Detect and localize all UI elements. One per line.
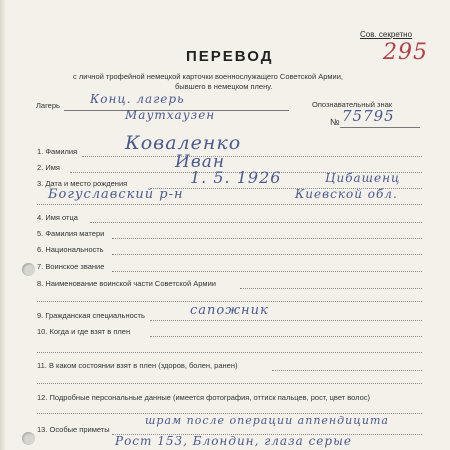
field-label-captured-when-where: 10. Когда и где взят в плен [37,327,131,336]
field-line-mother-surname [112,238,422,239]
field-label-surname: 1. Фамилия [37,147,78,156]
field-label-first-name: 2. Имя [37,163,60,172]
field-value-distinguishing-marks: шрам после операции аппендицита [145,414,389,427]
field-label-mother-surname: 5. Фамилия матери [37,229,105,238]
field-line-surname [82,156,422,157]
field-value-surname: Коваленко [125,132,242,154]
field-value-civil-occupation: сапожник [190,303,269,318]
classification-label: Сов. секретно [360,30,413,39]
field-line-military-unit [240,288,422,289]
identification-tag-value: 75795 [342,107,395,125]
field-label-civil-occupation: 9. Гражданская специальность [37,311,145,320]
field-label-distinguishing-marks: 13. Особые приметы [37,425,110,434]
handwritten-file-number: 295 [383,40,428,65]
page-edge-shadow [0,0,6,450]
field-line-captured-when-where-2 [37,352,422,353]
field-value-birth-district: Богуславский р-н [48,187,184,202]
camp-value-line-2: Маутхаузен [125,108,216,122]
field-line-military-unit-2 [37,301,422,302]
identification-tag-number-sign: № [330,117,340,127]
field-label-father-name: 4. Имя отца [37,213,78,222]
field-label-birth: 3. Дата и место рождения [37,179,128,188]
identification-tag-underline [340,127,420,128]
field-value-birth-region: Киевской обл. [295,187,398,201]
field-line-condition-2 [37,383,422,384]
field-line-civil-occupation [150,320,422,321]
field-line-condition [272,370,422,371]
field-line-captured-when-where [150,336,422,337]
punch-hole [22,263,35,276]
camp-value-line-1: Конц. лагерь [90,92,185,106]
document-subtitle-line-2: бывшего в немецком плену. [175,82,273,91]
punch-hole [22,432,35,445]
field-label-military-unit: 8. Наименование воинской части Советской Армии [37,279,216,288]
field-line-birth-2 [37,204,422,205]
field-value-first-name: Иван [175,152,226,172]
document-title: ПЕРЕВОД [186,48,274,65]
field-value-birth-date: 1. 5. 1926 [190,168,282,187]
field-label-personal-data: 12. Подробные персональные данные (имеется фотография, оттиск пальцев, рост, цвет волос) [37,393,371,402]
field-label-nationality: 6. Национальность [37,245,104,254]
camp-label: Лагерь [36,101,60,110]
field-label-rank: 7. Воинское звание [37,262,105,271]
field-line-nationality [112,254,422,255]
field-label-condition: 11. В каком состоянии взят в плен (здоров, болен, ранен) [37,361,238,370]
field-value-birth-village: Цибашенц [325,171,401,185]
field-line-rank [112,271,422,272]
document-subtitle-line-1: с личной трофейной немецкой карточки военнослужащего Советской Армии, [73,72,344,81]
field-value-distinguishing-marks-line-2: Рост 153, Блондин, глаза серые [115,434,352,448]
identification-tag-label: Опознавательный знак [312,100,393,109]
field-line-father-name [90,222,422,223]
